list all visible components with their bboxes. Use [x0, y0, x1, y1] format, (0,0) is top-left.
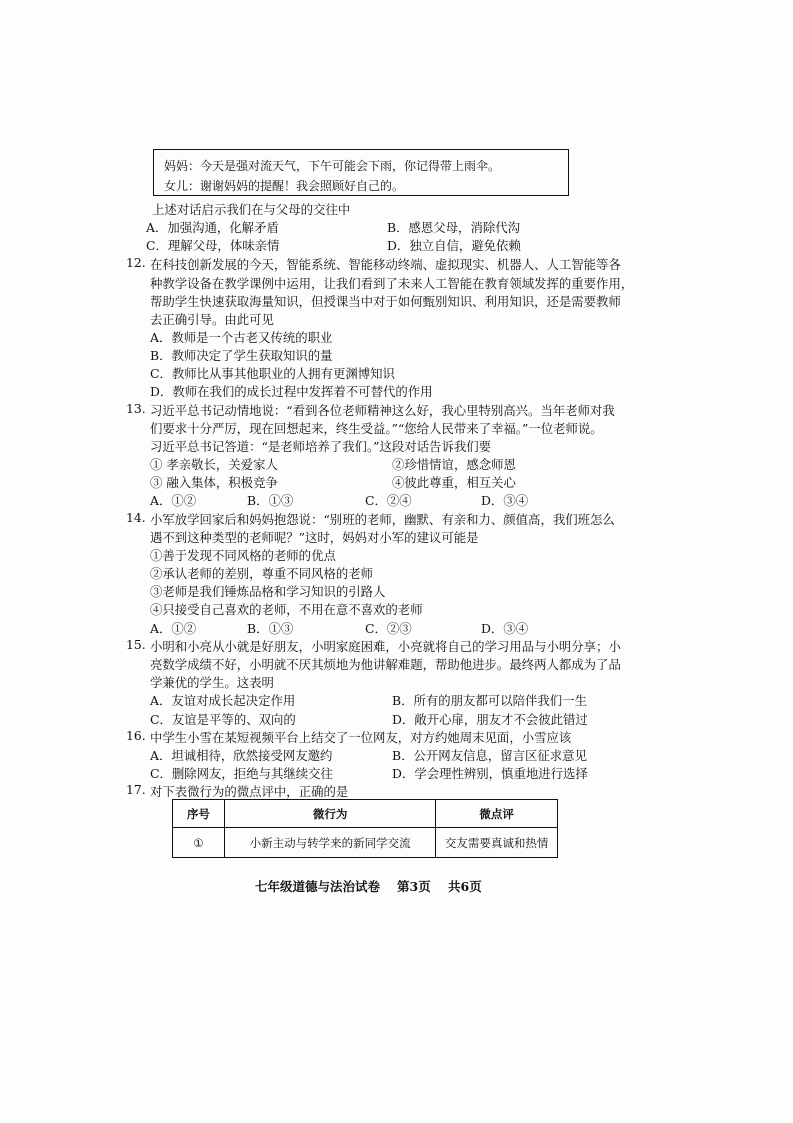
q17-stem: 对下表微行为的微点评中，正确的是 [150, 784, 349, 799]
q14-item: ①善于发现不同风格的老师的优点 [150, 548, 336, 563]
q15-option-d: D．敞开心扉，朋友才不会彼此错过 [392, 712, 588, 727]
q13-number: 13. [126, 401, 146, 416]
table-cell: 交友需要真诚和热情 [436, 828, 558, 858]
q11-option-d: D．独立自信，避免依赖 [387, 238, 521, 253]
q14-line: 遇不到这种类型的老师呢？”这时，妈妈对小军的建议可能是 [150, 530, 479, 545]
table-header-cell: 序号 [173, 800, 225, 828]
q16-option-a: A．坦诚相待，欣然接受网友邀约 [150, 748, 333, 763]
q13-option-b: B．①③ [247, 493, 294, 508]
table-cell: 小新主动与转学来的新同学交流 [224, 828, 435, 858]
q17-number: 17. [126, 782, 146, 797]
q14-line: 小军放学回家后和妈妈抱怨说：“别班的老师，幽默、有亲和力、颜值高，我们班怎么 [150, 512, 615, 527]
q12-option-a: A．教师是一个古老又传统的职业 [150, 330, 333, 345]
q16-number: 16. [126, 728, 146, 743]
q14-option-b: B．①③ [247, 621, 294, 636]
q13-option-d: D．③④ [481, 493, 529, 508]
q14-option-a: A．①② [150, 621, 197, 636]
q12-line: 帮助学生快速获取海量知识，但授课当中对于如何甄别知识、利用知识，还是需要教师 [150, 294, 621, 309]
q15-option-b: B．所有的朋友都可以陪伴我们一生 [392, 693, 587, 708]
table-header-row [173, 800, 558, 828]
q15-line: 小明和小亮从小就是好朋友，小明家庭困难，小亮就将自己的学习用品与小明分享；小 [150, 639, 621, 654]
q12-option-b: B．教师决定了学生获取知识的量 [150, 348, 333, 363]
q13-line: 习近平总书记答道：“是老师培养了我们。”这段对话告诉我们要 [150, 439, 492, 454]
dialog-line-mother: 妈妈：今天是强对流天气，下午可能会下雨，你记得带上雨伞。 [164, 159, 501, 173]
table-header-cell: 微点评 [436, 800, 558, 828]
q16-line: 中学生小雪在某短视频平台上结交了一位网友，对方约她周末见面，小雪应该 [150, 730, 572, 745]
q12-option-c: C．教师比从事其他职业的人拥有更渊博知识 [150, 366, 395, 381]
q11-option-c: C．理解父母，体味亲情 [146, 238, 280, 253]
table-row [173, 828, 558, 858]
q12-line: 去正确引导。由此可见 [150, 312, 274, 327]
table-header-cell: 微行为 [224, 800, 435, 828]
q13-line: 们要求十分严厉，现在回想起来，终生受益。”“您给人民带来了幸福。”一位老师说。 [150, 421, 603, 436]
q16-option-d: D．学会理性辨别，慎重地进行选择 [392, 766, 588, 781]
micro-behavior-table [172, 799, 558, 858]
q12-number: 12. [126, 255, 146, 270]
q14-item: ④只接受自己喜欢的老师，不用在意不喜欢的老师 [150, 602, 423, 617]
q15-line: 学兼优的学生。这表明 [150, 675, 274, 690]
q13-item: ① 孝亲敬长，关爱家人 [150, 457, 278, 472]
q15-line: 亮数学成绩不好，小明就不厌其烦地为他讲解难题，帮助他进步。最终两人都成为了品 [150, 657, 621, 672]
q11-option-b: B．感恩父母，消除代沟 [387, 220, 521, 235]
dialog-line-daughter: 女儿：谢谢妈妈的提醒！我会照顾好自己的。 [164, 179, 405, 193]
q13-item: ③ 融入集体，积极竞争 [150, 475, 278, 490]
q15-number: 15. [126, 637, 146, 652]
q14-option-d: D．③④ [481, 621, 529, 636]
q13-line: 习近平总书记动情地说：“看到各位老师精神这么好，我心里特别高兴。当年老师对我 [150, 403, 615, 418]
q12-line: 在科技创新发展的今天，智能系统、智能移动终端、虚拟现实、机器人、人工智能等各 [150, 257, 621, 272]
q13-item: ④彼此尊重，相互关心 [392, 475, 516, 490]
q16-option-c: C．删除网友，拒绝与其继续交往 [150, 766, 333, 781]
footer-total: 共6页 [448, 879, 482, 894]
q12-line: 种教学设备在教学课例中运用，让我们看到了未来人工智能在教育领域发挥的重要作用， [150, 276, 634, 291]
q13-option-c: C．②④ [365, 493, 412, 508]
footer-subject: 七年级道德与法治试卷 [255, 879, 381, 894]
q13-option-a: A．①② [150, 493, 197, 508]
q14-item: ②承认老师的差别，尊重不同风格的老师 [150, 566, 374, 581]
q11-stem: 上述对话启示我们在与父母的交往中 [152, 202, 351, 217]
footer-page: 第3页 [397, 879, 431, 894]
table-cell: ① [173, 828, 225, 858]
q16-option-b: B．公开网友信息，留言区征求意见 [392, 748, 587, 763]
q14-number: 14. [126, 510, 146, 525]
q13-item: ②珍惜情谊，感念师恩 [392, 457, 516, 472]
dialog-box [153, 149, 569, 196]
q15-option-a: A．友谊对成长起决定作用 [150, 693, 296, 708]
q11-option-a: A．加强沟通，化解矛盾 [146, 220, 279, 235]
q12-option-d: D．教师在我们的成长过程中发挥着不可替代的作用 [150, 384, 433, 399]
q14-option-c: C．②③ [365, 621, 412, 636]
q14-item: ③老师是我们锤炼品格和学习知识的引路人 [150, 584, 386, 599]
q15-option-c: C．友谊是平等的、双向的 [150, 712, 296, 727]
